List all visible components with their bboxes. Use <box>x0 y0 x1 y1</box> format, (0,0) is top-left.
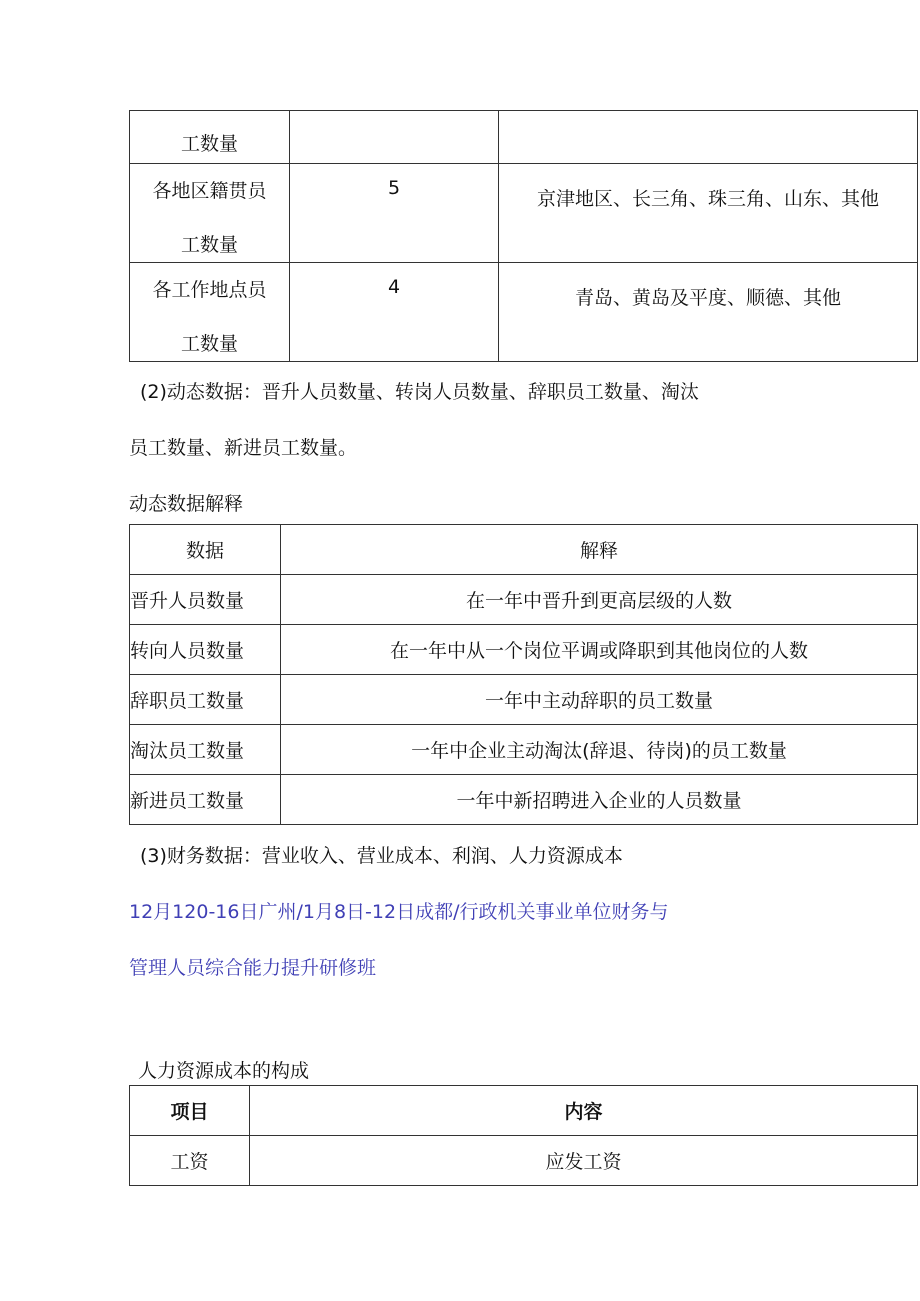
course-ad-link-line1[interactable]: 12月120-16日广州/1月8日-12日成都/行政机关事业单位财务与 <box>129 901 669 923</box>
data-name-cell: 转向人员数量 <box>130 625 281 675</box>
table-row <box>130 775 918 825</box>
label-line-1: 各地区籍贯员 <box>152 180 267 202</box>
label-line-2: 工数量 <box>180 333 238 355</box>
explain-cell: 一年中主动辞职的员工数量 <box>281 675 918 725</box>
detail-cell: 京津地区、长三角、珠三角、山东、其他 <box>499 164 918 263</box>
table-row <box>130 1136 918 1186</box>
label-cell <box>130 263 290 362</box>
table-row <box>130 111 918 164</box>
header-item: 项目 <box>130 1086 250 1136</box>
item-cell: 工资 <box>130 1136 250 1186</box>
course-ad-link-line2[interactable]: 管理人员综合能力提升研修班 <box>129 957 377 979</box>
count-cell: 4 <box>290 263 499 362</box>
content-cell: 应发工资 <box>250 1136 918 1186</box>
count-cell: 5 <box>290 164 499 263</box>
employee-stats-table <box>129 110 918 362</box>
header-data: 数据 <box>130 525 281 575</box>
table-row <box>130 263 918 362</box>
table-row <box>130 625 918 675</box>
detail-cell <box>499 111 918 164</box>
data-name-cell: 淘汰员工数量 <box>130 725 281 775</box>
data-name-cell: 晋升人员数量 <box>130 575 281 625</box>
table-row <box>130 725 918 775</box>
explain-cell: 在一年中晋升到更高层级的人数 <box>281 575 918 625</box>
label-line-2: 工数量 <box>180 133 238 155</box>
explain-cell: 一年中企业主动淘汰(辞退、待岗)的员工数量 <box>281 725 918 775</box>
dynamic-data-paragraph-line2: 员工数量、新进员工数量。 <box>129 437 358 459</box>
hr-cost-caption: 人力资源成本的构成 <box>138 1060 310 1082</box>
hr-cost-table <box>129 1085 918 1186</box>
table-row <box>130 575 918 625</box>
table-header-row <box>130 1086 918 1136</box>
label-cell <box>130 111 290 164</box>
table-header-row <box>130 525 918 575</box>
label-cell <box>130 164 290 263</box>
header-explain: 解释 <box>281 525 918 575</box>
dynamic-data-caption: 动态数据解释 <box>129 493 244 515</box>
dynamic-data-table <box>129 524 918 825</box>
dynamic-data-paragraph-line1: (2)动态数据：晋升人员数量、转岗人员数量、辞职员工数量、淘汰 <box>140 381 699 403</box>
finance-data-paragraph: (3)财务数据：营业收入、营业成本、利润、人力资源成本 <box>140 845 623 867</box>
table-row <box>130 675 918 725</box>
count-cell <box>290 111 499 164</box>
explain-cell: 在一年中从一个岗位平调或降职到其他岗位的人数 <box>281 625 918 675</box>
data-name-cell: 辞职员工数量 <box>130 675 281 725</box>
label-line-2: 工数量 <box>180 234 238 256</box>
explain-cell: 一年中新招聘进入企业的人员数量 <box>281 775 918 825</box>
detail-cell: 青岛、黄岛及平度、顺德、其他 <box>499 263 918 362</box>
header-content: 内容 <box>250 1086 918 1136</box>
data-name-cell: 新进员工数量 <box>130 775 281 825</box>
label-line-1: 各工作地点员 <box>152 279 267 301</box>
table-row <box>130 164 918 263</box>
